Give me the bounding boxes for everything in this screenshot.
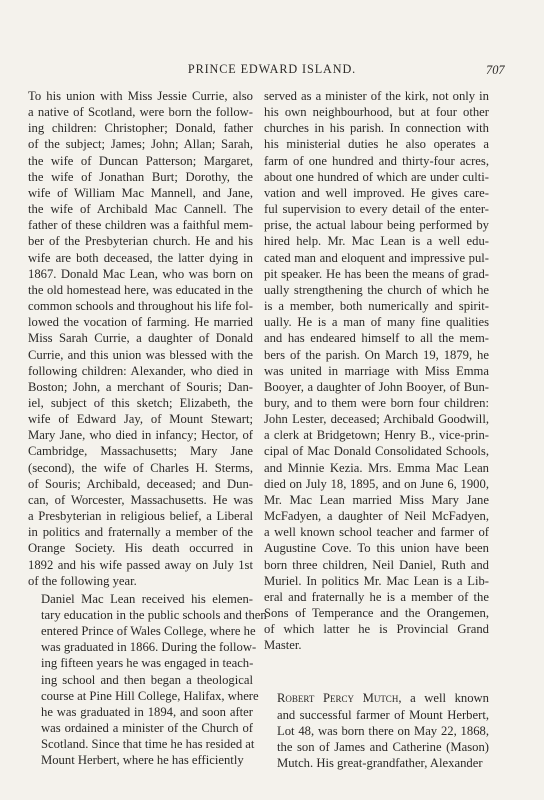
text-line: Miss Sarah Currie, a daughter of Donald (28, 331, 253, 346)
text-line: about one hundred of which are under culti- (264, 169, 489, 184)
text-line: 1892 and his wife passed away on July 1st (28, 557, 253, 572)
text-line: Muriel. In politics Mr. Mac Lean is a Lib- (264, 573, 489, 588)
text-line: Orange Society. His death occurred in (28, 541, 253, 556)
text-line: prise, the actual labour being performed by (264, 218, 489, 233)
text-line: Boston; John, a merchant of Souris; Dan- (28, 379, 253, 394)
text-line: of the subject; James; John; Allan; Sarah, (28, 137, 253, 152)
left-column (28, 88, 267, 769)
text-line: iel, subject of this sketch; Elizabeth, the (28, 395, 253, 410)
text-line: can, of Worcester, Massachusetts. He was (28, 492, 253, 507)
text-line: following children: Alexander, who died in (28, 363, 253, 378)
text-line: the wife of Archibald Mac Cannell. The (28, 202, 253, 217)
text-line: the son of James and Catherine (Mason) (277, 739, 489, 754)
page-number: 707 (486, 63, 505, 77)
text-line: born three children, Neil Daniel, Ruth and (264, 557, 489, 572)
text-line: is a member, both numerically and spirit- (264, 299, 489, 314)
text-line: (second), the wife of Charles H. Sterms, (28, 460, 253, 475)
running-head: PRINCE EDWARD ISLAND. (187, 62, 357, 76)
text-line: Cambridge, Massachusetts; Mary Jane (28, 444, 253, 459)
text-line: bury, and to them were born four children: (264, 395, 489, 410)
text-line: died on July 18, 1895, and on June 6, 1900, (264, 476, 489, 491)
paragraph (264, 88, 489, 653)
text-line: was graduated in 1866. During the follow- (41, 640, 257, 655)
text-line: Currie, and this union was blessed with the (28, 347, 253, 362)
text-line: lowed the vocation of farming. He married (28, 315, 253, 330)
text-line: Daniel Mac Lean received his elemen- (41, 591, 253, 606)
text-line: and Minnie Kezia. Mrs. Emma Mac Lean (264, 460, 489, 475)
text-line: Scotland. Since that time he has resided at (41, 737, 255, 752)
paragraph (264, 690, 489, 771)
text-line (264, 690, 489, 706)
text-line: farm of one hundred and thirty-four acres, (264, 153, 489, 168)
text-line: cated man and eloquent and impressive pul- (264, 250, 489, 265)
text-line: the wife of Duncan Patterson; Margaret, (28, 153, 253, 168)
text-line: Booyer, a daughter of John Booyer, of Bun- (264, 379, 489, 394)
text-line: vation and well improved. He gives care- (264, 185, 489, 200)
text-line: a well known school teacher and farmer of (264, 525, 489, 540)
paragraph (28, 591, 267, 769)
text-line: his own neighbourhood, but at four other (264, 105, 489, 120)
text-line: John Lester, deceased; Archibald Goodwill, (264, 412, 489, 427)
text-line: Sons of Temperance and the Orangemen, (264, 606, 489, 620)
text-line: bers of the parish. On March 19, 1879, he (264, 347, 489, 362)
text-line: father of these children was a faithful mem- (28, 218, 253, 233)
text-line: hired help. Mr. Mac Lean is a well edu- (264, 234, 489, 249)
text-line: Master. (264, 638, 302, 653)
text-line: a clerk at Bridgetown; Henry B., vice-prin- (264, 428, 489, 443)
subject-name: Robert Percy Mutch (277, 691, 399, 706)
text-line: in politics and fraternally a member of the (28, 525, 253, 540)
text-line: Mr. Mac Lean married Miss Mary Jane (264, 492, 489, 507)
text-line: ber of the Presbyterian church. He and his (28, 234, 253, 249)
text-line: eral and fraternally he is a member of the (264, 589, 489, 604)
right-column (264, 88, 489, 771)
text-line: To his union with Miss Jessie Currie, also (28, 89, 253, 103)
text-line: of the following year. (28, 573, 137, 588)
text-line: the old homestead here, was educated in the (28, 282, 253, 297)
text-line: wife of Edward Jay, of Mount Stewart; (28, 412, 253, 427)
text-line: course at Pine Hill College, Halifax, where (41, 688, 259, 703)
text-line: pit speaker. He has been the means of grad- (264, 266, 489, 281)
text-line: Lot 48, was born there on May 22, 1868, (277, 723, 489, 738)
text-line: ually strengthening the church of which he (264, 282, 489, 297)
text-line: entered Prince of Wales College, where he (41, 624, 256, 639)
text-line: tary education in the public schools and then (41, 608, 267, 622)
text-line: he was graduated in 1894, and soon after (41, 704, 253, 719)
text-line: ing school and then began a theological (41, 672, 253, 687)
text-line: Augustine Cove. To this union have been (264, 541, 489, 556)
text-line: Mutch. His great-grandfather, Alexander (277, 756, 483, 771)
text-line: ually. He is a man of many fine qualities (264, 315, 489, 330)
text-line: cipal of Mac Donald Consolidated Schools, (264, 444, 489, 459)
text-fragment: , a well known (398, 691, 489, 706)
text-line: ing children: Christopher; Donald, father (28, 121, 253, 136)
text-line: ful supervision to every detail of the enter- (264, 202, 489, 217)
text-line: wife of William Mac Mannell, and Jane, (28, 185, 253, 200)
text-line: Mount Herbert, where he has efficiently (41, 753, 244, 768)
text-line: was ordained a minister of the Church of (41, 721, 253, 736)
text-line: wife are both deceased, the latter dying in (28, 250, 253, 265)
text-line: 1867. Donald Mac Lean, who was born on (28, 266, 253, 281)
text-line: churches in his parish. In connection with (264, 121, 489, 136)
text-line: of which latter he is Provincial Grand (264, 622, 489, 637)
text-line: and successful farmer of Mount Herbert, (277, 707, 489, 722)
text-line: McFadyen, a daughter of Neil McFadyen, (264, 509, 489, 524)
text-line: his ministerial duties he also operates a (264, 137, 489, 152)
text-line: the wife of Jonathan Burt; Dorothy, the (28, 169, 253, 184)
paragraph (28, 88, 253, 589)
text-line: a Presbyterian in religious belief, a Liberal (28, 509, 253, 524)
text-line: Mary Jane, who died in infancy; Hector, of (28, 428, 253, 443)
text-line: ing fifteen years he was engaged in teach- (41, 656, 254, 671)
text-line: was united in marriage with Miss Emma (264, 363, 489, 378)
text-line: of Souris; Archibald, deceased; and Dun- (28, 476, 253, 491)
text-line: a native of Scotland, were born the follow- (28, 105, 253, 120)
text-line: common schools and throughout his life fol- (28, 299, 253, 314)
text-line: and has endeared himself to all the mem- (264, 331, 489, 346)
text-line: served as a minister of the kirk, not only in (264, 89, 489, 103)
